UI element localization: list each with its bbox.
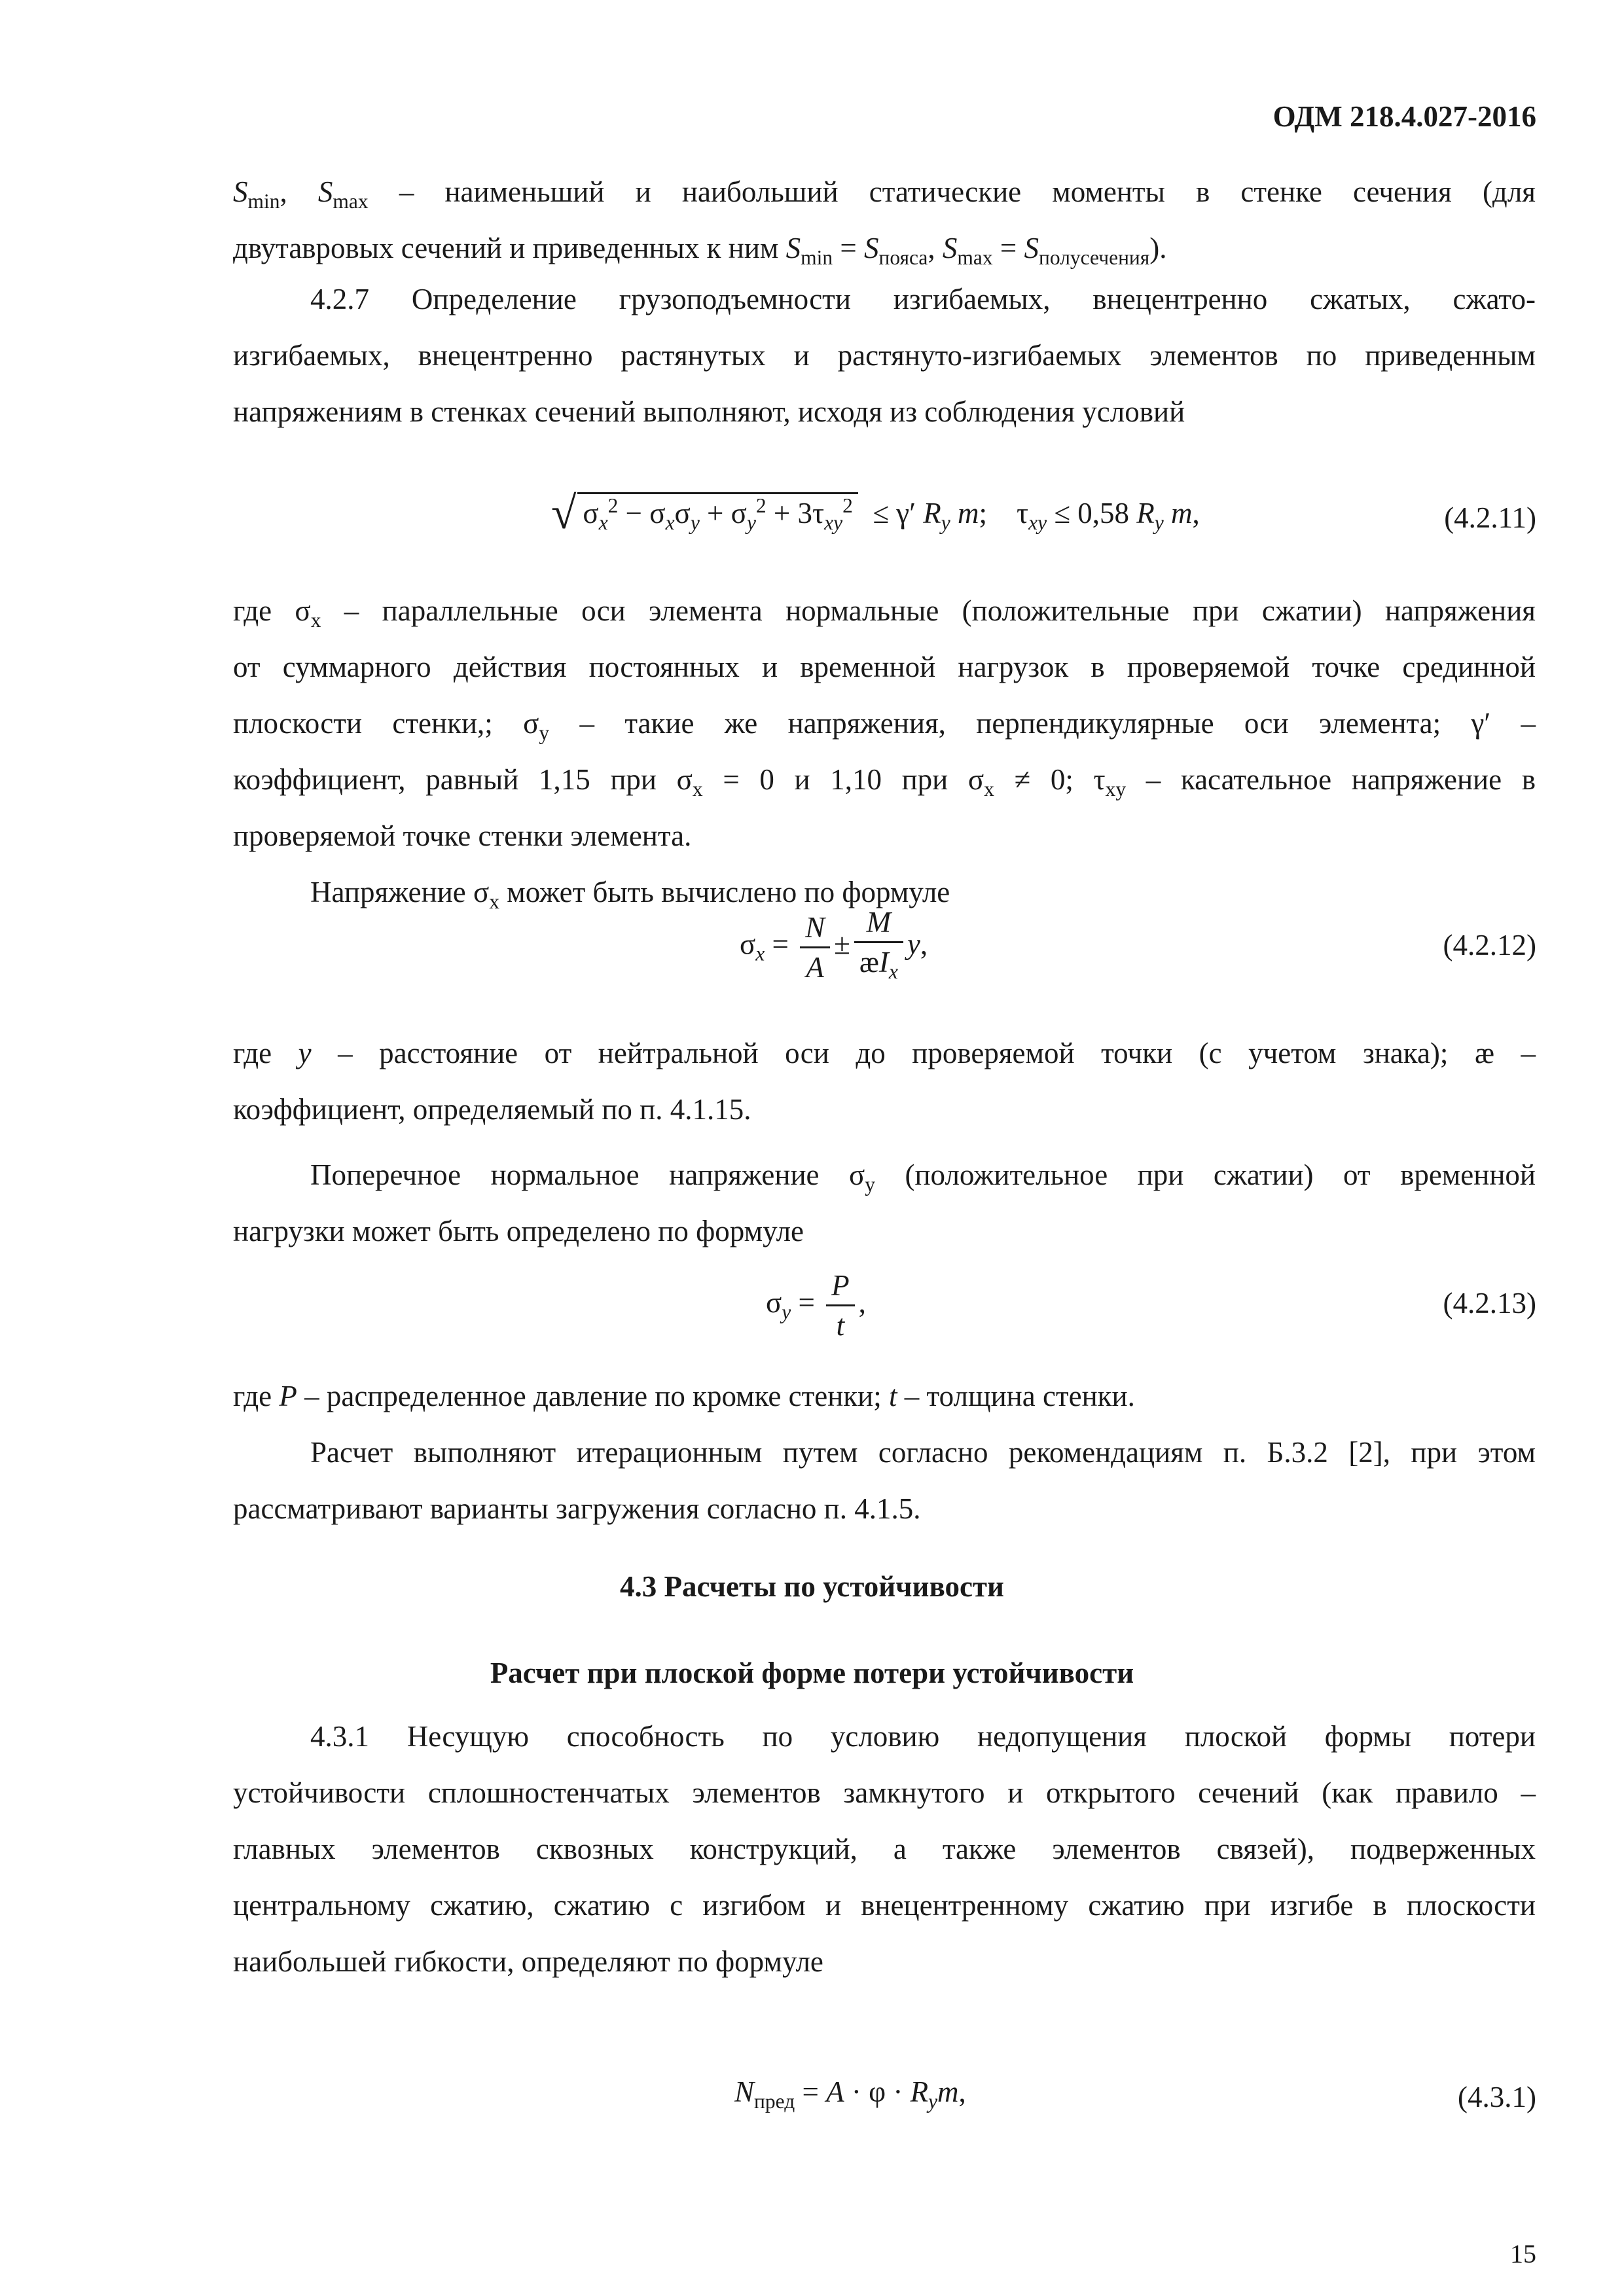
equation-number: (4.2.13)	[1443, 1287, 1536, 1319]
text-line: от суммарного действия постоянных и временной нагрузок в проверяемой точке срединной	[233, 651, 1536, 683]
formula-4-2-13: $\sigma_y$ = $\frac{P}{t}$ ,	[766, 1266, 866, 1344]
text-line: двутавровых сечений и приведенных к ним $S_{min} = S_{пояса}$, $S_{max} = S_{полусечения}$).	[233, 232, 1167, 269]
paragraph-4-2-7	[233, 271, 1536, 440]
text-line: нагрузки может быть определено по формуле	[233, 1215, 804, 1247]
paragraph-where-y	[233, 1025, 1536, 1138]
document-code: ОДМ 218.4.027-2016	[1272, 100, 1536, 133]
paragraph-4-3-1	[233, 1708, 1536, 1990]
page-number: 15	[1510, 2239, 1536, 2269]
paragraph-where-sigma	[233, 583, 1536, 864]
paragraph-sigma-y-intro	[233, 1147, 1536, 1259]
equation-number: (4.3.1)	[1458, 2081, 1536, 2113]
text-line: коэффициент, определяемый по п. 4.1.15.	[233, 1093, 751, 1126]
text-line: устойчивости сплошностенчатых элементов замкнутого и открытого сечений (как правило –	[233, 1776, 1536, 1809]
text-line: проверяемой точке стенки элемента.	[233, 819, 692, 852]
subsection-heading: Расчет при плоской форме потери устойчивости	[490, 1657, 1134, 1689]
section-heading: 4.3 Расчеты по устойчивости	[620, 1570, 1004, 1603]
text-line: Расчет выполняют итерационным путем согласно рекомендациям п. Б.3.2 [2], при этом	[310, 1436, 1536, 1469]
text-line: Напряжение $\sigma_x$ может быть вычислено по формуле	[310, 876, 950, 913]
text-line: 4.2.7 Определение грузоподъемности изгибаемых, внецентренно сжатых, сжато-	[310, 283, 1536, 315]
text-line: где y – расстояние от нейтральной оси до проверяемой точки (с учетом знака); æ –	[233, 1037, 1536, 1069]
text-line: где $\sigma_x$ – параллельные оси элемента нормальные (положительные при сжатии) напряжения	[233, 594, 1536, 632]
paragraph-where-p	[233, 1368, 1536, 1424]
text-line: центральному сжатию, сжатию с изгибом и внецентренному сжатию при изгибе в плоскости	[233, 1889, 1536, 1922]
text-line: рассматривают варианты загружения согласно п. 4.1.5.	[233, 1492, 921, 1525]
text-line: изгибаемых, внецентренно растянутых и растянуто-изгибаемых элементов по приведенным	[233, 339, 1536, 372]
text-line: 4.3.1 Несущую способность по условию недопущения плоской формы потери	[310, 1720, 1536, 1753]
text-line: коэффициент, равный 1,15 при $\sigma_x = 0$ и 1,10 при $\sigma_x \ne 0$; $\tau_{xy}$ – касательное напряжение в	[233, 763, 1536, 800]
text-line: где P – распределенное давление по кромке стенки; t – толщина стенки.	[233, 1380, 1135, 1412]
equation-number: (4.2.12)	[1443, 929, 1536, 961]
equation-number: (4.2.11)	[1444, 501, 1536, 534]
text-line: плоскости стенки,; $\sigma_y$ – такие же напряжения, перпендикулярные оси элемента; γ′ –	[233, 707, 1536, 744]
formula-4-3-1: $N_{пред} = A \cdot \varphi \cdot R_ym$,	[734, 2075, 966, 2113]
paragraph-s-definition	[233, 164, 1536, 276]
text-line: главных элементов сквозных конструкций, а также элементов связей), подверженных	[233, 1833, 1536, 1865]
text-line: напряжениям в стенках сечений выполняют, исходя из соблюдения условий	[233, 395, 1185, 428]
text-line: Поперечное нормальное напряжение $\sigma_y$ (положительное при сжатии) от временной	[310, 1158, 1536, 1196]
formula-4-2-12: $\sigma_x$ = $\frac{N}{A}$ ± $\frac{M}{æI_x}$ y,	[740, 903, 928, 991]
formula-4-2-11: √ $\sigma_x^2 - \sigma_x\sigma_y + \sigma_y^2 + 3\tau_{xy}^2 \le \gamma'$ $R_y$ m; $\tau_{xy} \le 0,58$ $R_y$ m,	[551, 488, 1200, 539]
text-line: $S_{min}$, $S_{max}$ – наименьший и наибольший статические моменты в стенке сечения (для	[233, 175, 1536, 213]
paragraph-iteration	[233, 1424, 1536, 1537]
text-line: наибольшей гибкости, определяют по формуле	[233, 1945, 823, 1978]
